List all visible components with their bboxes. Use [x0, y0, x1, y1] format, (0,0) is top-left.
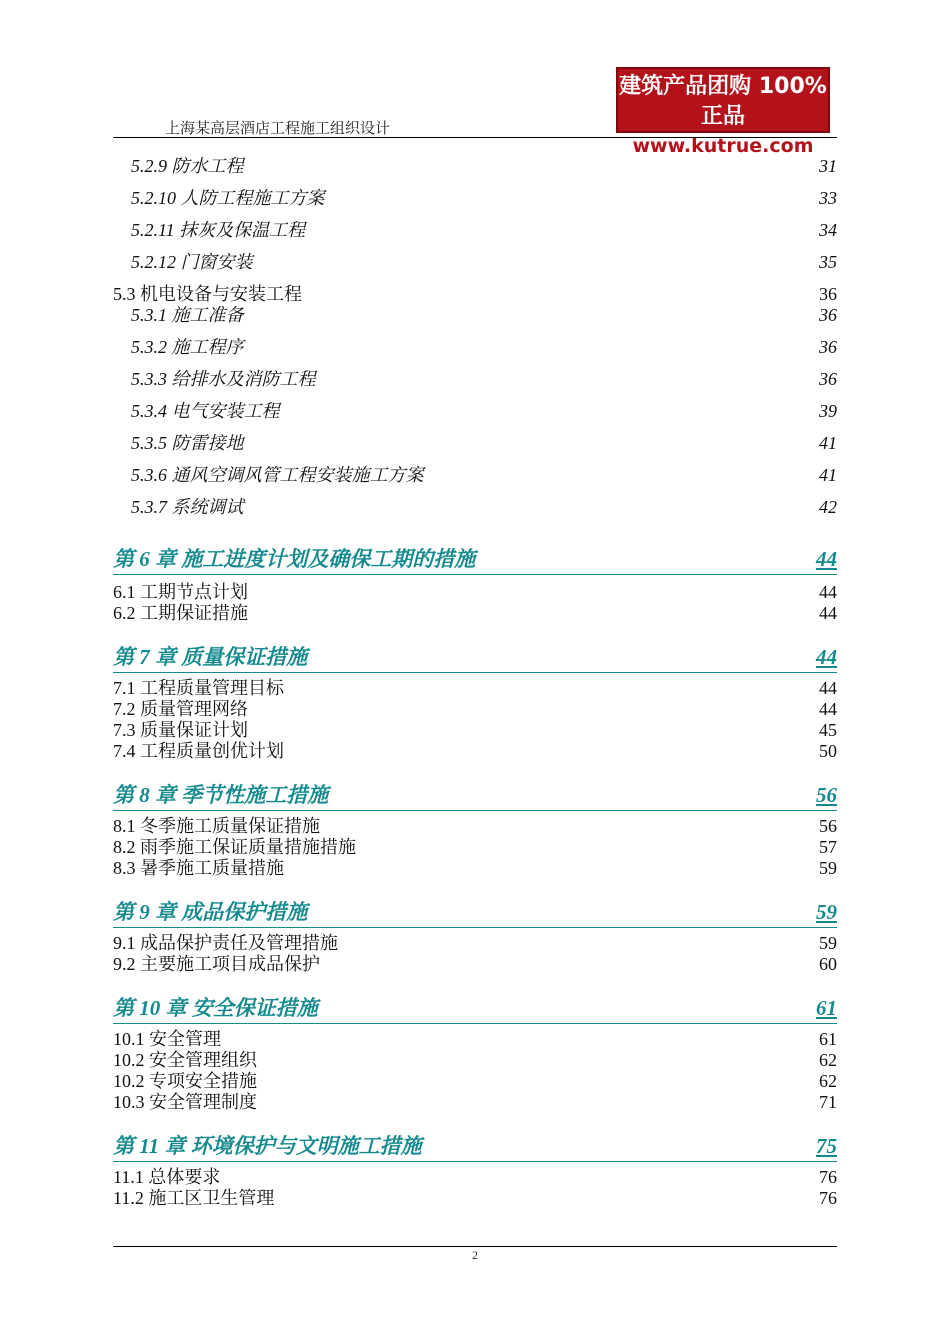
- toc-entry-page: 34: [819, 220, 837, 240]
- toc-entry-label: 5.2.10 人防工程施工方案: [131, 188, 325, 208]
- toc-entry-label: 8.2 雨季施工保证质量措施措施: [113, 837, 356, 857]
- toc-entry-label: 5.3.2 施工程序: [131, 337, 244, 357]
- toc-entry-page: 44: [819, 582, 837, 602]
- toc-section[interactable]: [113, 950, 837, 976]
- toc-entry-page: 56: [819, 816, 837, 836]
- toc-entry-label: 9.2 主要施工项目成品保护: [113, 954, 320, 974]
- toc-entry-label: 7.1 工程质量管理目标: [113, 678, 284, 698]
- toc-entry-page: 39: [819, 401, 837, 421]
- toc-entry-page: 31: [819, 156, 837, 176]
- toc-entry-page: 56: [816, 783, 837, 807]
- toc-entry-page: 62: [819, 1050, 837, 1070]
- toc-section[interactable]: [113, 854, 837, 880]
- toc-entry-page: 50: [819, 741, 837, 761]
- toc-entry-label: 5.3.3 给排水及消防工程: [131, 369, 316, 389]
- toc-entry-label: 第 8 章 季节性施工措施: [113, 783, 329, 807]
- toc-chapter[interactable]: [113, 896, 837, 928]
- footer-divider: [113, 1246, 837, 1247]
- page-number: 2: [472, 1248, 478, 1262]
- toc-entry-label: 5.3.7 系统调试: [131, 497, 244, 517]
- toc-entry-label: 10.2 专项安全措施: [113, 1071, 257, 1091]
- toc-section[interactable]: [113, 1088, 837, 1114]
- toc-entry-label: 10.1 安全管理: [113, 1029, 221, 1049]
- toc-entry-label: 5.2.11 抹灰及保温工程: [131, 220, 306, 240]
- toc-entry-page: 44: [819, 678, 837, 698]
- toc-entry-page: 36: [819, 337, 837, 357]
- toc-entry-page: 57: [819, 837, 837, 857]
- toc-subsection[interactable]: [113, 365, 837, 391]
- toc-entry-label: 5.2.9 防水工程: [131, 156, 244, 176]
- toc-subsection[interactable]: [113, 493, 837, 519]
- toc-entry-label: 7.4 工程质量创优计划: [113, 741, 284, 761]
- toc-entry-page: 59: [816, 900, 837, 924]
- toc-entry-label: 8.3 暑季施工质量措施: [113, 858, 284, 878]
- toc-entry-label: 5.3.1 施工准备: [131, 305, 244, 325]
- toc-subsection[interactable]: [113, 152, 837, 178]
- toc-entry-page: 59: [819, 933, 837, 953]
- toc-entry-label: 7.3 质量保证计划: [113, 720, 248, 740]
- logo-slogan: 建筑产品团购 100%正品: [619, 74, 827, 129]
- toc-entry-page: 33: [819, 188, 837, 208]
- logo-url: www.kutrue.com: [624, 134, 822, 158]
- toc-section[interactable]: [113, 1184, 837, 1210]
- toc-subsection[interactable]: [113, 333, 837, 359]
- toc-subsection[interactable]: [113, 248, 837, 274]
- toc-entry-page: 41: [819, 465, 837, 485]
- toc-entry-page: 44: [816, 645, 837, 669]
- toc-entry-page: 62: [819, 1071, 837, 1091]
- toc-entry-page: 60: [819, 954, 837, 974]
- toc-entry-page: 36: [819, 284, 837, 304]
- toc-entry-label: 5.3.4 电气安装工程: [131, 401, 280, 421]
- toc-entry-label: 10.3 安全管理制度: [113, 1092, 257, 1112]
- toc-entry-label: 9.1 成品保护责任及管理措施: [113, 933, 338, 953]
- toc-subsection[interactable]: [113, 461, 837, 487]
- toc-chapter[interactable]: [113, 1130, 837, 1162]
- header-divider: [113, 137, 837, 138]
- toc-entry-label: 第 10 章 安全保证措施: [113, 996, 318, 1020]
- document-header-title: 上海某高层酒店工程施工组织设计: [165, 121, 391, 137]
- toc-entry-page: 71: [819, 1092, 837, 1112]
- toc-section[interactable]: [113, 737, 837, 763]
- toc-entry-label: 5.3 机电设备与安装工程: [113, 284, 302, 304]
- toc-entry-page: 75: [816, 1134, 837, 1158]
- toc-entry-page: 44: [816, 547, 837, 571]
- toc-subsection[interactable]: [113, 184, 837, 210]
- toc-entry-label: 6.2 工期保证措施: [113, 603, 248, 623]
- toc-subsection[interactable]: [113, 216, 837, 242]
- toc-chapter[interactable]: [113, 543, 837, 575]
- toc-entry-label: 10.2 安全管理组织: [113, 1050, 257, 1070]
- toc-entry-page: 42: [819, 497, 837, 517]
- toc-entry-label: 第 6 章 施工进度计划及确保工期的措施: [113, 547, 476, 571]
- toc-subsection[interactable]: [113, 301, 837, 327]
- toc-entry-page: 76: [819, 1188, 837, 1208]
- toc-chapter[interactable]: [113, 992, 837, 1024]
- toc-entry-label: 5.3.6 通风空调风管工程安装施工方案: [131, 465, 424, 485]
- toc-entry-label: 第 9 章 成品保护措施: [113, 900, 308, 924]
- toc-entry-label: 7.2 质量管理网络: [113, 699, 248, 719]
- toc-entry-page: 44: [819, 699, 837, 719]
- toc-entry-page: 61: [819, 1029, 837, 1049]
- toc-entry-page: 36: [819, 305, 837, 325]
- toc-entry-label: 5.2.12 门窗安装: [131, 252, 253, 272]
- toc-chapter[interactable]: [113, 779, 837, 811]
- toc-entry-page: 36: [819, 369, 837, 389]
- toc-section[interactable]: [113, 599, 837, 625]
- toc-entry-page: 35: [819, 252, 837, 272]
- toc-entry-label: 5.3.5 防雷接地: [131, 433, 244, 453]
- toc-entry-label: 6.1 工期节点计划: [113, 582, 248, 602]
- toc-subsection[interactable]: [113, 429, 837, 455]
- toc-entry-page: 45: [819, 720, 837, 740]
- toc-entry-label: 11.1 总体要求: [113, 1167, 221, 1187]
- toc-entry-page: 44: [819, 603, 837, 623]
- toc-chapter[interactable]: [113, 641, 837, 673]
- toc-entry-page: 41: [819, 433, 837, 453]
- toc-entry-page: 61: [816, 996, 837, 1020]
- toc-entry-page: 76: [819, 1167, 837, 1187]
- toc-entry-label: 第 11 章 环境保护与文明施工措施: [113, 1134, 422, 1158]
- toc-subsection[interactable]: [113, 397, 837, 423]
- toc-entry-label: 第 7 章 质量保证措施: [113, 645, 308, 669]
- brand-logo: [616, 67, 830, 157]
- toc-entry-label: 11.2 施工区卫生管理: [113, 1188, 275, 1208]
- toc-entry-page: 59: [819, 858, 837, 878]
- toc-entry-label: 8.1 冬季施工质量保证措施: [113, 816, 320, 836]
